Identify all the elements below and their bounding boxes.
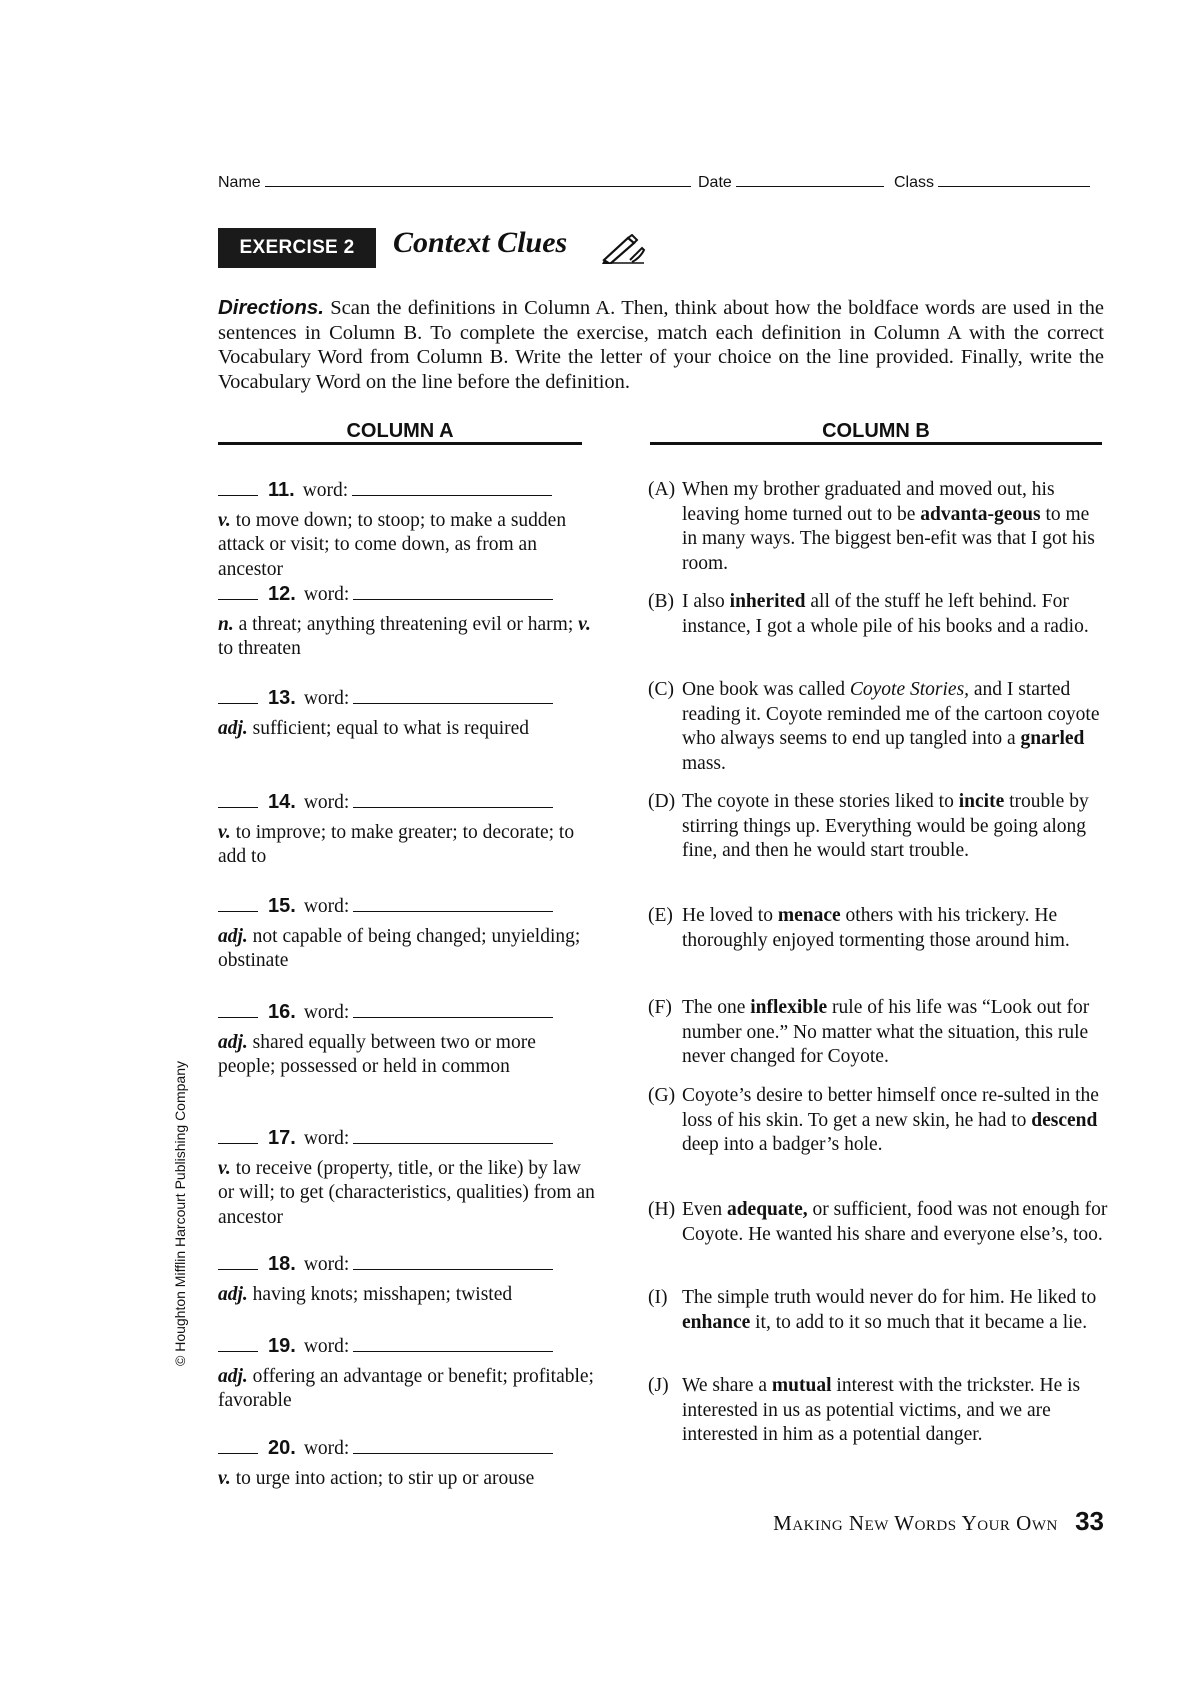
vocabulary-word: incite [958,791,1005,812]
answer-blank[interactable] [218,1337,258,1352]
answer-blank[interactable] [218,793,258,808]
sentence-item [648,1286,1108,1335]
word-line[interactable] [353,689,553,704]
footer [773,1506,1104,1537]
pencil-icon [600,234,646,264]
vocabulary-word: inflexible [750,997,828,1018]
vocabulary-word: enhance [682,1311,751,1333]
sentence-item [648,1374,1108,1448]
vocabulary-word: adequate, [726,1199,808,1220]
choice-letter: (D) [648,791,676,812]
sentence-text: interest with the trickster. He is interested in us as potential victims, and we are interested in him as a potential danger. [682,1375,1081,1445]
definition-item [218,1126,598,1230]
part-of-speech: adj. [218,1365,248,1387]
definition: not capable of being changed; unyielding; obstinate [218,925,581,971]
date-label: Date [698,174,732,191]
part-of-speech: v. [218,1467,231,1489]
definition-item [218,1252,598,1307]
item-number: 16. [268,1001,296,1023]
definition: having knots; misshapen; twisted [247,1283,513,1305]
definition-item [218,686,598,741]
definition-heading [218,1126,598,1152]
definition-item [218,582,598,662]
directions-lead: Directions. [218,296,324,319]
sentence-text: When my brother graduated and moved out, his leaving home turned out to be [682,479,1055,525]
item-number: 19. [268,1335,296,1357]
definition: sufficient; equal to what is required [247,717,530,739]
part-of-speech: adj. [218,1283,248,1305]
sentence-text: to me in many ways. The biggest ben-efit was that I got his room. [682,503,1095,574]
sentence-item [648,996,1108,1070]
column-a-rule [218,442,582,445]
definition-text [218,1283,598,1308]
definition-text [218,509,598,583]
word-label: word: [303,1254,350,1275]
word-label: word: [302,480,349,501]
word-label: word: [303,1438,350,1459]
answer-blank[interactable] [218,1439,258,1454]
item-number: 17. [268,1127,296,1149]
item-number: 14. [268,791,296,813]
definition-heading [218,1334,598,1360]
class-label: Class [894,174,935,191]
part-of-speech: v. [218,509,231,531]
sentence-text: The simple truth would never do for him. He liked to [682,1287,1097,1308]
choice-letter: (A) [648,479,676,500]
sentence-text: it, to add to it so much that it became a lie. [750,1311,1088,1333]
definition-heading [218,478,598,504]
page-number: 33 [1075,1506,1104,1536]
definition: offering an advantage or benefit; profitable; favorable [218,1365,594,1411]
definition-heading [218,686,598,712]
vocabulary-word: inherited [729,591,806,612]
definition: to threaten [218,638,301,659]
part-of-speech: v. [578,613,591,635]
definition-text [218,1365,598,1414]
definition-text [218,821,598,870]
answer-blank[interactable] [218,897,258,912]
item-number: 18. [268,1253,296,1275]
sentence-text: The one [682,997,751,1018]
vocabulary-word: advanta-geous [920,503,1041,525]
word-line[interactable] [353,1129,553,1144]
item-number: 15. [268,895,296,917]
definition-item [218,894,598,974]
sentence-item [648,1198,1108,1247]
word-label: word: [303,688,350,709]
definition-text [218,613,598,662]
name-line[interactable] [265,172,691,187]
definition: shared equally between two or more people; possessed or held in common [218,1031,536,1077]
sentence-text: or sufficient, food was not enough for Coyote. He wanted his share and everyone else’s, too. [682,1199,1108,1245]
word-label: word: [303,792,350,813]
directions [218,296,1104,394]
sentence-text: I also [682,591,730,612]
sentence-text: mass. [682,752,726,774]
definition-item [218,1000,598,1080]
part-of-speech: n. [218,613,234,635]
item-number: 12. [268,583,296,605]
choice-letter: (H) [648,1199,676,1220]
definition: to move down; to stoop; to make a sudden attack or visit; to come down, as from an ancestor [218,509,567,580]
sentence-item [648,590,1108,639]
vocabulary-word: descend [1031,1109,1098,1131]
sentence-item [648,1084,1108,1158]
word-line[interactable] [353,1337,553,1352]
answer-blank[interactable] [218,481,258,496]
exercise-badge: EXERCISE 2 [218,228,376,268]
exercise-title: Context Clues [393,226,568,259]
definition-text [218,1031,598,1080]
item-number: 20. [268,1437,296,1459]
word-line[interactable] [353,897,553,912]
column-b-rule [650,442,1102,445]
word-line[interactable] [353,585,553,600]
definition-item [218,1436,598,1491]
sentence-text: Even [682,1199,727,1220]
part-of-speech: adj. [218,1031,248,1053]
part-of-speech: adj. [218,925,248,947]
sentence-item [648,478,1108,576]
sentence-item [648,678,1108,776]
word-line[interactable] [353,793,553,808]
answer-blank[interactable] [218,585,258,600]
part-of-speech: v. [218,1157,231,1179]
definition-heading [218,1000,598,1026]
definition-heading [218,582,598,608]
column-b-heading: COLUMN B [822,420,930,442]
definition: a threat; anything threatening evil or harm; [233,613,579,635]
part-of-speech: v. [218,821,231,843]
choice-letter: (C) [648,679,674,700]
item-number: 11. [268,479,295,501]
answer-blank[interactable] [218,689,258,704]
definition-heading [218,790,598,816]
word-label: word: [303,1128,350,1149]
answer-blank[interactable] [218,1255,258,1270]
definition-item [218,790,598,870]
definition-heading [218,894,598,920]
word-label: word: [303,896,350,917]
sentence-item [648,904,1108,953]
vocabulary-word: menace [777,905,841,926]
vocabulary-word: gnarled [1020,728,1085,749]
word-line[interactable] [352,481,552,496]
definition-heading [218,1252,598,1278]
vocabulary-word: mutual [771,1375,832,1396]
definition: to improve; to make greater; to decorate; to add to [218,821,575,867]
choice-letter: (F) [648,997,672,1018]
sentence-text: We share a [682,1375,772,1396]
sentence-text: He loved to [682,905,778,926]
definition-text [218,1157,598,1231]
answer-blank[interactable] [218,1003,258,1018]
class-field[interactable] [894,172,1090,192]
footer-title: Making New Words Your Own [773,1511,1058,1535]
part-of-speech: adj. [218,717,248,739]
sentence-text: Coyote’s desire to better himself once re-sulted in the loss of his skin. To get a new skin, he had to [682,1085,1099,1131]
definition-heading [218,1436,598,1462]
class-line[interactable] [938,172,1090,187]
book-title: Coyote Stories, [849,679,970,700]
definition-text [218,717,598,742]
date-line[interactable] [736,172,884,187]
choice-letter: (E) [648,905,673,926]
directions-text: Scan the definitions in Column A. Then, think about how the boldface words are used in the sentences in Column B. To complete the exercise, match each definition in Column A with the correct Vocabulary Word from Column B. Write the letter of your choice on the line provided. Finally, write the Vocabulary Word on the line before the definition. [218,297,1104,393]
choice-letter: (J) [648,1375,669,1396]
copyright-note: © Houghton Mifflin Harcourt Publishing Company [172,1061,188,1366]
name-field[interactable] [218,172,691,192]
answer-blank[interactable] [218,1129,258,1144]
sentence-text: One book was called [682,679,850,700]
date-field[interactable] [698,172,884,192]
word-label: word: [303,1336,350,1357]
definition-text [218,925,598,974]
column-a-heading: COLUMN A [346,420,454,442]
word-line[interactable] [353,1255,553,1270]
sentence-text: The coyote in these stories liked to [682,791,959,812]
word-line[interactable] [353,1003,553,1018]
sentence-text: and I started reading it. Coyote reminded me of the cartoon coyote who always seems to end up tangled into a [682,679,1100,749]
choice-letter: (I) [648,1287,668,1308]
choice-letter: (G) [648,1085,676,1106]
word-label: word: [303,584,350,605]
definition: to receive (property, title, or the like) by law or will; to get (characteristics, qualities) from an ancestor [218,1157,595,1228]
definition-item [218,478,598,582]
sentence-text: others with his trickery. He thoroughly enjoyed tormenting those around him. [682,905,1070,951]
definition-text [218,1467,598,1492]
word-line[interactable] [353,1439,553,1454]
definition-item [218,1334,598,1414]
item-number: 13. [268,687,296,709]
sentence-text: all of the stuff he left behind. For instance, I got a whole pile of his books and a radio. [682,591,1089,637]
sentence-item [648,790,1108,864]
sentence-text: rule of his life was “Look out for number one.” No matter what the situation, this rule never changed for Coyote. [682,997,1090,1067]
definition: to urge into action; to stir up or arouse [230,1467,535,1489]
sentence-text: deep into a badger’s hole. [682,1134,883,1155]
name-label: Name [218,174,261,191]
sentence-text: trouble by stirring things up. Everything would be going along fine, and then he would start trouble. [682,791,1089,861]
choice-letter: (B) [648,591,674,612]
word-label: word: [303,1002,350,1023]
